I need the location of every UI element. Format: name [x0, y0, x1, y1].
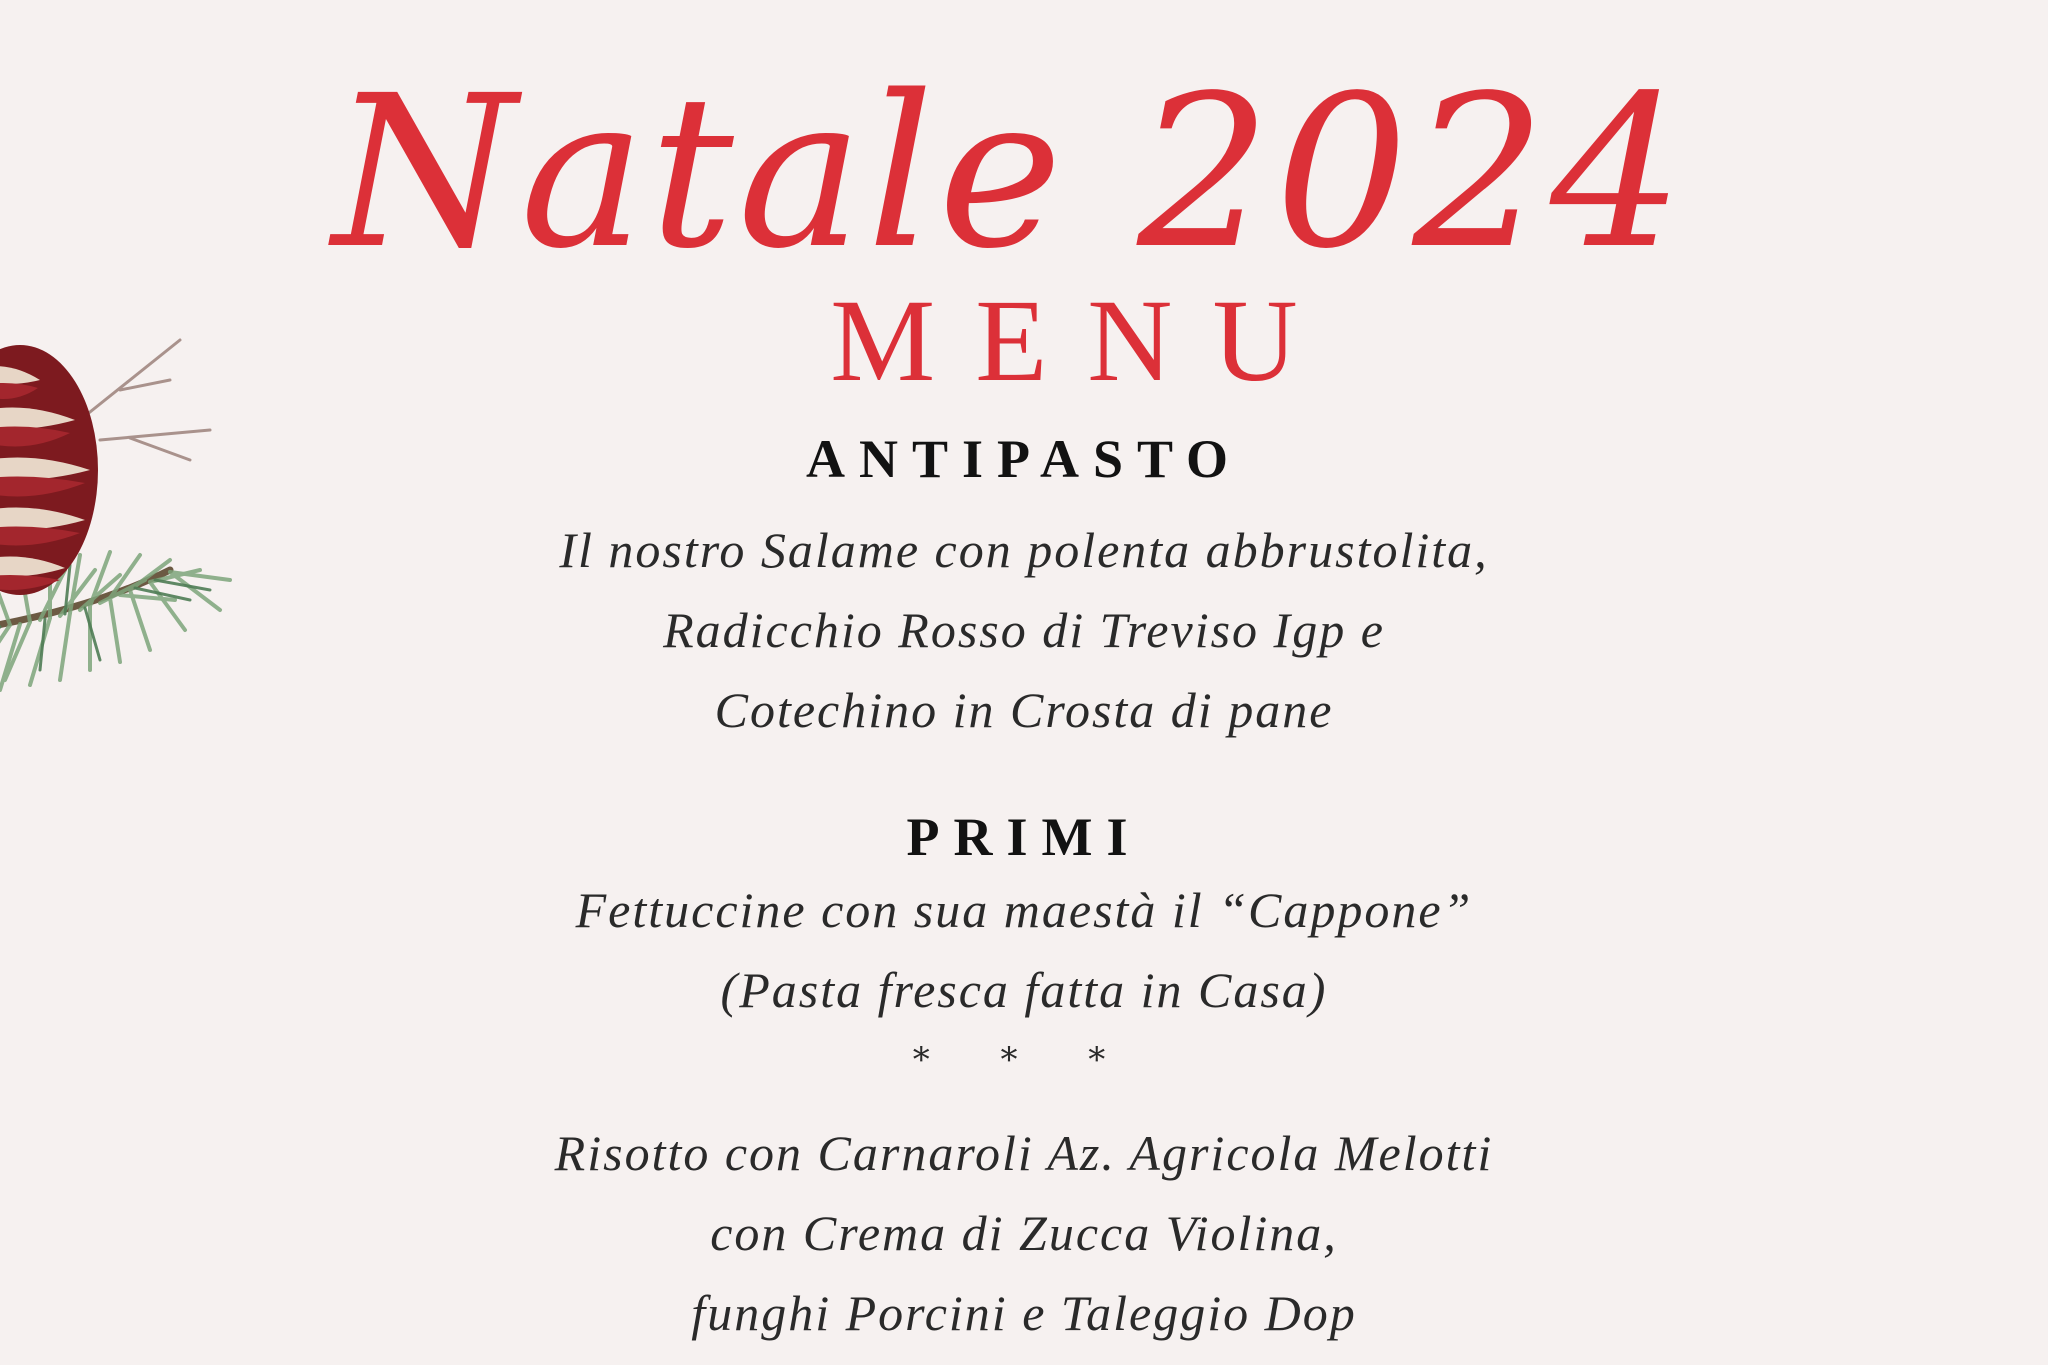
primi-dish2-line-3: funghi Porcini e Taleggio Dop	[691, 1285, 1357, 1341]
antipasto-line-2: Radicchio Rosso di Treviso Igp e	[663, 602, 1385, 658]
title-text: Natale 2024	[332, 50, 1688, 295]
antipasto-line-1: Il nostro Salame con polenta abbrustolita,	[559, 522, 1489, 578]
dish-separator: * * *	[912, 1040, 1136, 1080]
antipasto-line-3: Cotechino in Crosta di pane	[714, 682, 1334, 738]
menu-heading: MENU	[830, 275, 1338, 406]
primi-dish2-line-1: Risotto con Carnaroli Az. Agricola Melotti	[554, 1125, 1494, 1181]
primi-dish1-line-2: (Pasta fresca fatta in Casa)	[720, 962, 1328, 1018]
section-title-primi: PRIMI	[906, 807, 1142, 867]
section-title-antipasto: ANTIPASTO	[805, 429, 1243, 489]
primi-dish2-line-2: con Crema di Zucca Violina,	[710, 1205, 1338, 1261]
primi-dish1-line-1: Fettuccine con sua maestà il “Cappone”	[575, 882, 1473, 938]
